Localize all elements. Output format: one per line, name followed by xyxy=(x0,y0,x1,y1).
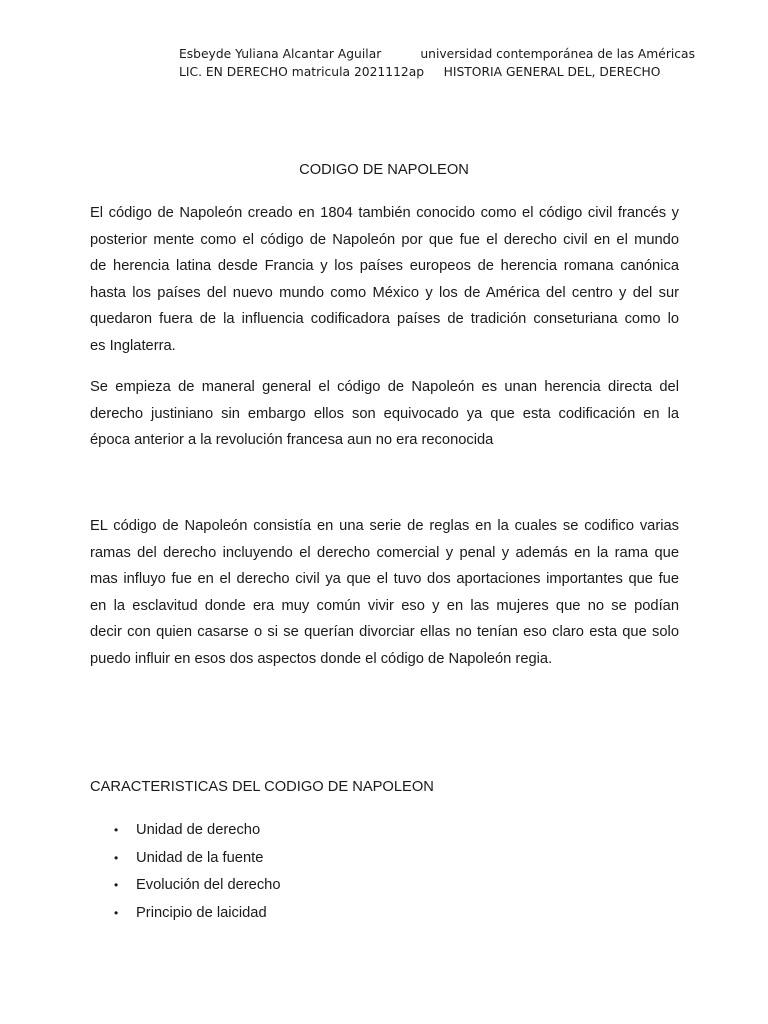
paragraph-line: derecho justiniano sin embargo ellos son equivocado ya que esta codificación en la xyxy=(90,405,679,422)
paragraph-line: quedaron fuera de la influencia codificadora países de tradición conseturiana como lo xyxy=(90,311,679,327)
list-item-label: Evolución del derecho xyxy=(136,877,281,893)
paragraph-line: de herencia latina desde Francia y los países europeos de herencia romana canónica xyxy=(90,258,679,274)
paragraph-line: ramas del derecho incluyendo el derecho comercial y penal y además en la rama que xyxy=(90,544,679,561)
paragraph-line: hasta los países del nuevo mundo como México y los de América del centro y del sur xyxy=(90,284,679,301)
list-item xyxy=(90,903,281,931)
header-university: universidad contemporánea de las Américas xyxy=(420,47,696,61)
paragraph-line: El código de Napoleón creado en 1804 también conocido como el código civil francés y xyxy=(90,205,679,221)
characteristics-heading: CARACTERISTICAS DEL CODIGO DE NAPOLEON xyxy=(90,779,434,795)
bullet-icon: • xyxy=(114,878,119,892)
bullet-icon: • xyxy=(114,823,119,837)
paragraph-line: es Inglaterra. xyxy=(90,337,176,354)
list-item xyxy=(90,820,281,848)
list-item-label: Principio de laicidad xyxy=(136,904,267,921)
paragraph-line: Se empieza de maneral general el código de Napoleón es unan herencia directa del xyxy=(90,379,679,395)
list-item-label: Unidad de derecho xyxy=(136,822,261,838)
paragraph-1 xyxy=(90,200,679,359)
paragraph-line: puedo influir en esos dos aspectos donde el código de Napoleón regia. xyxy=(90,650,553,667)
document-title: CODIGO DE NAPOLEON xyxy=(299,162,469,178)
bullet-icon: • xyxy=(114,850,119,865)
document-header xyxy=(179,45,695,81)
characteristics-list xyxy=(90,820,281,930)
paragraph-line: mas influyo fue en el derecho civil ya que el tuvo dos aportaciones importantes que fue xyxy=(90,571,679,587)
header-course: HISTORIA GENERAL DEL, DERECHO xyxy=(443,65,661,79)
header-program: LIC. EN DERECHO matricula 2021112ap xyxy=(179,65,425,79)
paragraph-2 xyxy=(90,374,679,454)
list-item xyxy=(90,848,281,876)
paragraph-line: época anterior a la revolución francesa aun no era reconocida xyxy=(90,432,494,448)
bullet-icon: • xyxy=(114,905,119,920)
paragraph-3 xyxy=(90,513,679,672)
header-author: Esbeyde Yuliana Alcantar Aguilar xyxy=(179,47,382,61)
list-item xyxy=(90,875,281,903)
list-item-label: Unidad de la fuente xyxy=(136,849,264,866)
paragraph-line: posterior mente como el código de Napoleón por que fue el derecho civil en el mundo xyxy=(90,231,679,248)
paragraph-line: en la esclavitud donde era muy común vivir eso y en las mujeres que no se podían xyxy=(90,597,679,614)
paragraph-line: decir con quien casarse o si se querían divorciar ellas no tenían eso claro esta que solo xyxy=(90,624,679,640)
paragraph-line: EL código de Napoleón consistía en una serie de reglas en la cuales se codifico varias xyxy=(90,518,679,534)
